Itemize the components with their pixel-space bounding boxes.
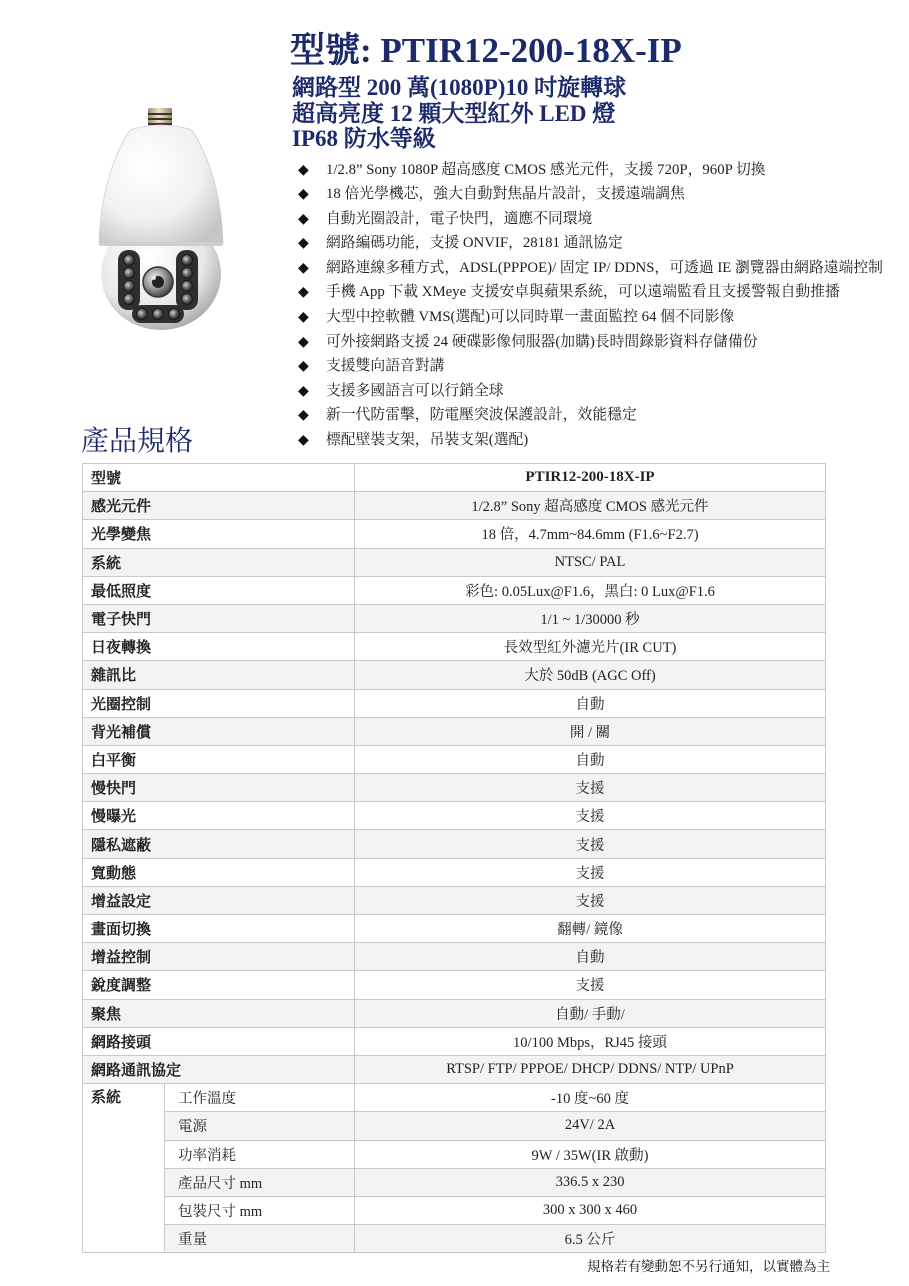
ir-led xyxy=(182,294,193,305)
spec-sub-label: 工作溫度 xyxy=(165,1084,355,1112)
feature-text: 自動光圈設計，電子快門，適應不同環境 xyxy=(326,210,593,227)
spec-label: 畫面切換 xyxy=(83,915,355,943)
spec-value: 支援 xyxy=(355,802,826,830)
feature-text: 標配壁裝支架，吊裝支架(選配) xyxy=(326,431,529,448)
spec-label: 聚焦 xyxy=(83,1000,355,1028)
ir-led xyxy=(153,309,164,320)
feature-text: 支援多國語言可以行銷全球 xyxy=(326,382,504,399)
ir-led xyxy=(169,309,180,320)
spec-value: 300 x 300 x 460 xyxy=(355,1197,826,1225)
spec-label: 隱私遮蔽 xyxy=(83,830,355,858)
diamond-bullet-icon xyxy=(298,379,309,404)
spec-value: 長效型紅外濾光片(IR CUT) xyxy=(355,633,826,661)
ir-led xyxy=(124,268,135,279)
product-subtitles xyxy=(292,75,626,152)
diamond-bullet-icon xyxy=(298,305,309,330)
spec-value: 9W / 35W(IR 啟動) xyxy=(355,1141,826,1169)
spec-label: 型號 xyxy=(83,464,355,492)
spec-label: 電子快門 xyxy=(83,605,355,633)
spec-label: 網路接頭 xyxy=(83,1028,355,1056)
spec-group-label: 系統 xyxy=(83,1084,165,1253)
spec-label: 感光元件 xyxy=(83,492,355,520)
spec-value: 1/2.8” Sony 超高感度 CMOS 感光元件 xyxy=(355,492,826,520)
subtitle-line: 網路型 200 萬(1080P)10 吋旋轉球 xyxy=(292,75,627,100)
spec-value: -10 度~60 度 xyxy=(355,1084,826,1112)
spec-label: 光圈控制 xyxy=(83,690,355,718)
diamond-bullet-icon xyxy=(298,280,309,305)
product-model-title: 型號: PTIR12-200-18X-IP xyxy=(290,31,682,70)
spec-label: 銳度調整 xyxy=(83,971,355,999)
feature-text: 18 倍光學機芯，強大自動對焦晶片設計，支援遠端調焦 xyxy=(326,186,685,203)
feature-text: 網路編碼功能，支援 ONVIF，28181 通訊協定 xyxy=(326,235,623,252)
diamond-bullet-icon xyxy=(298,403,309,428)
feature-item xyxy=(298,354,883,379)
feature-item xyxy=(298,280,883,305)
spec-value: PTIR12-200-18X-IP xyxy=(355,464,826,492)
feature-item xyxy=(298,182,883,207)
spec-value: 彩色: 0.05Lux@F1.6，黑白: 0 Lux@F1.6 xyxy=(355,577,826,605)
diamond-bullet-icon xyxy=(298,182,309,207)
spec-value: 24V/ 2A xyxy=(355,1112,826,1140)
spec-value: 自動 xyxy=(355,690,826,718)
spec-label: 日夜轉換 xyxy=(83,633,355,661)
spec-sub-label: 產品尺寸 mm xyxy=(165,1169,355,1197)
ir-led xyxy=(182,255,193,266)
spec-value: 支援 xyxy=(355,830,826,858)
diamond-bullet-icon xyxy=(298,231,309,256)
spec-value: 10/100 Mbps，RJ45 接頭 xyxy=(355,1028,826,1056)
ir-led xyxy=(182,281,193,292)
spec-label: 增益設定 xyxy=(83,887,355,915)
spec-value: 大於 50dB (AGC Off) xyxy=(355,661,826,689)
feature-list xyxy=(298,158,883,453)
diamond-bullet-icon xyxy=(298,330,309,355)
spec-label: 白平衡 xyxy=(83,746,355,774)
spec-label: 慢快門 xyxy=(83,774,355,802)
feature-item xyxy=(298,379,883,404)
feature-item xyxy=(298,305,883,330)
feature-text: 可外接網路支援 24 硬碟影像伺服器(加購)長時間錄影資料存儲備份 xyxy=(326,333,758,350)
spec-label: 背光補償 xyxy=(83,718,355,746)
spec-value: 自動/ 手動/ xyxy=(355,1000,826,1028)
feature-item xyxy=(298,330,883,355)
diamond-bullet-icon xyxy=(298,256,309,281)
feature-text: 網路連線多種方式，ADSL(PPPOE)/ 固定 IP/ DDNS，可透過 IE 瀏覽器由網路遠端控制 xyxy=(326,259,883,276)
spec-value: 支援 xyxy=(355,887,826,915)
spec-label: 慢曝光 xyxy=(83,802,355,830)
feature-text: 新一代防雷擊，防電壓突波保護設計，效能穩定 xyxy=(326,407,637,424)
spec-value: 翻轉/ 鏡像 xyxy=(355,915,826,943)
spec-value: 336.5 x 230 xyxy=(355,1169,826,1197)
ir-led xyxy=(124,281,135,292)
ir-led xyxy=(124,294,135,305)
spec-label: 最低照度 xyxy=(83,577,355,605)
spec-label: 光學變焦 xyxy=(83,520,355,548)
feature-item xyxy=(298,403,883,428)
diamond-bullet-icon xyxy=(298,428,309,453)
spec-label: 寬動態 xyxy=(83,859,355,887)
camera-lens xyxy=(143,267,173,297)
spec-value: 18 倍，4.7mm~84.6mm (F1.6~F2.7) xyxy=(355,520,826,548)
spec-sub-label: 重量 xyxy=(165,1225,355,1253)
spec-value: 支援 xyxy=(355,971,826,999)
feature-item xyxy=(298,428,883,453)
feature-item xyxy=(298,256,883,281)
camera-dome-housing xyxy=(99,125,223,244)
spec-sub-label: 電源 xyxy=(165,1112,355,1140)
ir-led xyxy=(124,255,135,266)
feature-item xyxy=(298,158,883,183)
spec-value: 自動 xyxy=(355,746,826,774)
feature-item xyxy=(298,207,883,232)
ptz-dome-camera-image xyxy=(96,106,226,331)
feature-text: 手機 App 下載 XMeye 支援安卓與蘋果系統，可以遠端監看且支援警報自動推播 xyxy=(326,284,840,301)
subtitle-line: IP68 防水等級 xyxy=(292,126,436,151)
disclaimer-note: 規格若有變動恕不另行通知，以實體為主 xyxy=(587,1259,830,1274)
spec-table xyxy=(82,463,826,1253)
spec-label: 雜訊比 xyxy=(83,661,355,689)
spec-sub-label: 包裝尺寸 mm xyxy=(165,1197,355,1225)
spec-value: 1/1 ~ 1/30000 秒 xyxy=(355,605,826,633)
diamond-bullet-icon xyxy=(298,354,309,379)
spec-value: 開 / 關 xyxy=(355,718,826,746)
spec-label: 增益控制 xyxy=(83,943,355,971)
spec-label: 網路通訊協定 xyxy=(83,1056,355,1084)
spec-value: RTSP/ FTP/ PPPOE/ DHCP/ DDNS/ NTP/ UPnP xyxy=(355,1056,826,1084)
subtitle-line: 超高亮度 12 顆大型紅外 LED 燈 xyxy=(292,100,616,126)
diamond-bullet-icon xyxy=(298,158,309,183)
spec-sub-label: 功率消耗 xyxy=(165,1141,355,1169)
spec-value: 自動 xyxy=(355,943,826,971)
feature-text: 大型中控軟體 VMS(選配)可以同時單一畫面監控 64 個不同影像 xyxy=(326,308,735,325)
spec-value: 支援 xyxy=(355,774,826,802)
spec-value: NTSC/ PAL xyxy=(355,549,826,577)
spec-section-heading: 產品規格 xyxy=(81,425,194,456)
diamond-bullet-icon xyxy=(298,207,309,232)
spec-value: 支援 xyxy=(355,859,826,887)
ir-led xyxy=(182,268,193,279)
spec-label: 系統 xyxy=(83,549,355,577)
feature-text: 支援雙向語音對講 xyxy=(326,358,445,375)
feature-item xyxy=(298,231,883,256)
ir-led xyxy=(137,309,148,320)
spec-value: 6.5 公斤 xyxy=(355,1225,826,1253)
feature-text: 1/2.8” Sony 1080P 超高感度 CMOS 感光元件，支援 720P，960P 切換 xyxy=(326,161,766,178)
